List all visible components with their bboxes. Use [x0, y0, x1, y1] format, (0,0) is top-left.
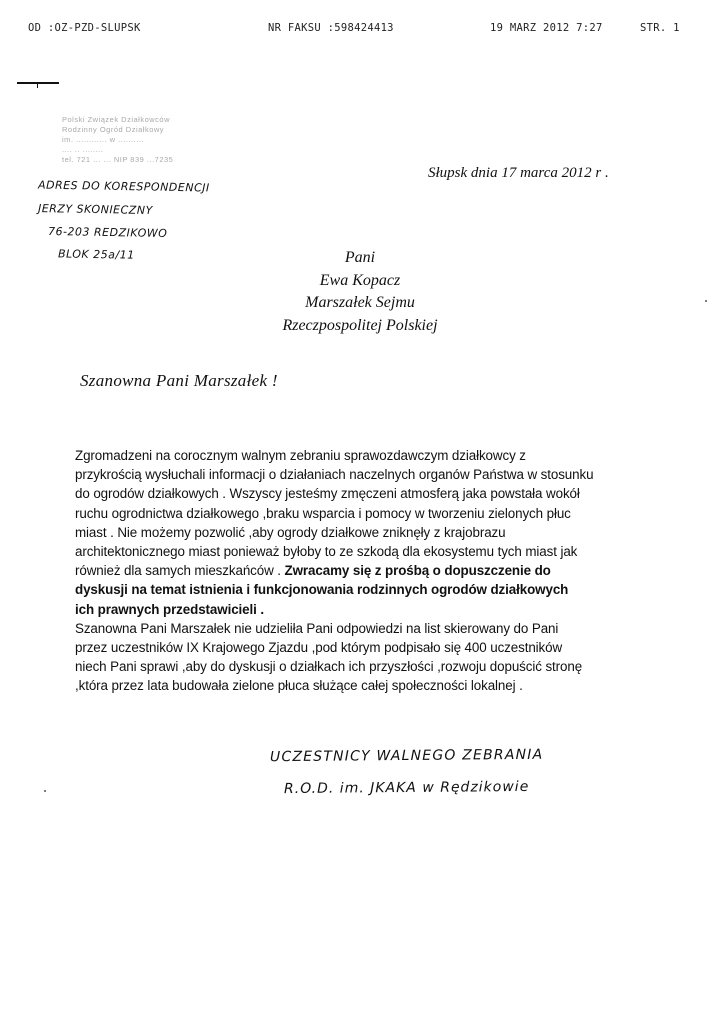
signature-line-2: R.O.D. im. JKAKA w Rędzikowie: [283, 778, 530, 798]
signature-line-1: UCZESTNICY WALNEGO ZEBRANIA: [269, 746, 544, 766]
body-line: [75, 561, 675, 580]
body-line: Zgromadzeni na corocznym walnym zebraniu sprawozdawczym działkowcy z: [75, 448, 526, 463]
recipient-position: Marszałek Sejmu: [305, 294, 415, 311]
body-line-bold: ich prawnych przedstawicieli .: [75, 601, 264, 617]
fax-number: NR FAKSU :598424413: [268, 22, 394, 34]
recipient-name: Ewa Kopacz: [319, 271, 401, 289]
body-line-bold: dyskusji na temat istnienia i funkcjonowania rodzinnych ogrodów działkowych: [75, 582, 569, 598]
body-line: przez uczestników IX Krajowego Zjazdu ,pod którym podpisało się 400 uczestników: [75, 640, 563, 656]
fax-datetime: 19 MARZ 2012 7:27: [490, 22, 603, 34]
sender-building: BLOK 25a/11: [57, 247, 135, 262]
body-line: do ogrodów działkowych . Wszyscy jesteśmy zmęczeni atmosferą jaka powstała wokół: [75, 486, 580, 502]
place-date: Słupsk dnia 17 marca 2012 r .: [428, 165, 609, 181]
fax-page-number: STR. 1: [640, 22, 680, 34]
body-line: niech Pani sprawi ,aby do dyskusji o działkach ich przyszłości ,rozwoju dopuścić stronę: [75, 659, 583, 675]
recipient-title: Pani: [344, 249, 376, 266]
recipient-block: [250, 247, 470, 337]
recipient-institution: Rzeczpospolitej Polskiej: [282, 316, 438, 334]
scan-speck: [44, 790, 46, 792]
corner-mark: [17, 82, 59, 84]
fax-sender-id: OD :OZ-PZD-SLUPSK: [28, 22, 141, 34]
scan-speck: [705, 300, 707, 302]
faded-stamp: Polski Związek Działkowców Rodzinny Ogród Działkowy im. ............ w .......... .... .. ........ tel. 721 ... ... NIP 839 ...7235: [62, 115, 174, 164]
body-line: ,która przez lata budowała zielone płuca służące całej społeczności lokalnej .: [75, 678, 523, 694]
sender-postal-city: 76-203 REDZIKOWO: [47, 224, 168, 241]
sender-address-line: ADRES DO KORESPONDENCJI: [37, 178, 210, 195]
body-text-normal: również dla samych mieszkańców .: [75, 563, 281, 579]
body-line: Szanowna Pani Marszałek nie udzieliła Pani odpowiedzi na list skierowany do Pani: [75, 620, 559, 636]
body-line: przykrością wysłuchali informacji o działaniach naczelnych organów Państwa w stosunku: [75, 467, 594, 483]
body-line: ruchu ogrodnictwa działkowego ,braku wsparcia i pomocy w tworzeniu zielonych płuc: [75, 505, 571, 521]
body-line: miast . Nie możemy pozwolić ,aby ogrody działkowe zniknęły z krajobrazu: [75, 524, 506, 540]
body-text-bold: Zwracamy się z prośbą o dopuszczenie do: [280, 563, 551, 579]
body-line: architektonicznego miast ponieważ byłoby to ze szkodą dla ekosystemu tych miast jak: [75, 544, 578, 560]
sender-name: JERZY SKONIECZNY: [37, 201, 153, 218]
letter-body: [75, 446, 675, 696]
salutation: Szanowna Pani Marszałek !: [80, 371, 278, 390]
